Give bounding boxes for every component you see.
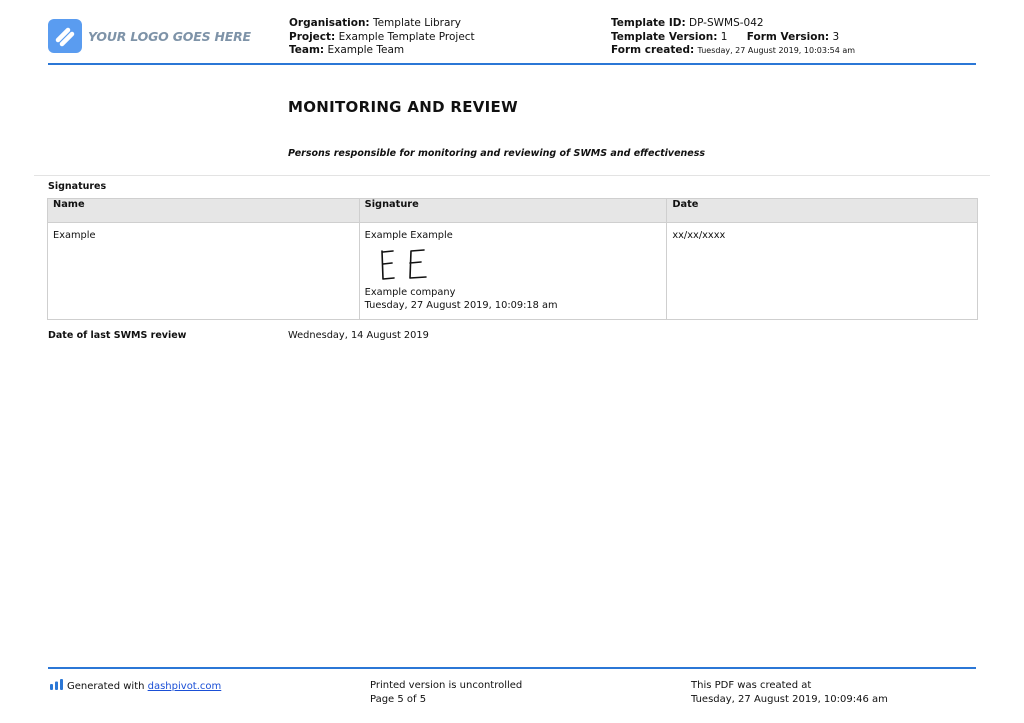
logo-text: YOUR LOGO GOES HERE [88, 29, 251, 44]
template-version-value: 1 [720, 31, 728, 43]
project-line [289, 31, 475, 45]
bar-chart-icon [50, 679, 64, 690]
signer-name: Example Example [364, 230, 453, 241]
template-id-label: Template ID: [611, 17, 686, 29]
form-version-label: Form Version: [746, 31, 830, 43]
project-label: Project: [289, 31, 336, 43]
review-label: Date of last SWMS review [48, 330, 187, 341]
page-number: Page 5 of 5 [370, 693, 427, 705]
pdf-created-value: Tuesday, 27 August 2019, 10:09:46 am [691, 693, 888, 705]
section-subtitle: Persons responsible for monitoring and reviewing of SWMS and effectiveness [288, 148, 706, 159]
dashpivot-link[interactable]: dashpivot.com [147, 681, 222, 692]
team-label: Team: [289, 44, 325, 56]
logo-icon [48, 19, 82, 53]
template-id-line [611, 17, 764, 31]
signer-company: Example company [364, 287, 456, 298]
pdf-created-block [691, 679, 888, 706]
signed-at: Tuesday, 27 August 2019, 10:09:18 am [364, 300, 558, 311]
pdf-created-label: This PDF was created at [691, 680, 812, 691]
review-value: Wednesday, 14 August 2019 [288, 330, 429, 341]
template-version-label: Template Version: [611, 31, 718, 43]
column-header-name: Name [48, 199, 360, 223]
signatures-table [47, 198, 978, 320]
signatures-label: Signatures [48, 181, 107, 192]
version-line [611, 31, 839, 45]
cell-date: xx/xx/xxxx [667, 223, 978, 320]
template-id-value: DP-SWMS-042 [689, 17, 764, 29]
cell-name: Example [48, 223, 360, 320]
column-header-date: Date [667, 199, 978, 223]
handwritten-signature [379, 248, 439, 282]
team-value: Example Team [327, 44, 405, 56]
table-row [48, 223, 978, 320]
organisation-line [289, 17, 461, 31]
project-value: Example Template Project [338, 31, 475, 43]
form-created-label: Form created: [611, 44, 695, 56]
column-header-signature: Signature [359, 199, 667, 223]
table-header-row [48, 199, 978, 223]
cell-signature [359, 223, 667, 320]
footer-divider [48, 667, 976, 669]
generated-with [50, 679, 221, 694]
form-created-value: Tuesday, 27 August 2019, 10:03:54 am [697, 46, 856, 55]
team-line [289, 44, 404, 58]
header-divider [48, 63, 976, 65]
generated-prefix: Generated with [67, 681, 148, 692]
section-title: MONITORING AND REVIEW [288, 98, 518, 116]
printed-note-block [370, 679, 522, 706]
form-version-value: 3 [832, 31, 840, 43]
printed-note: Printed version is uncontrolled [370, 680, 523, 691]
form-created-line [611, 44, 855, 58]
organisation-value: Template Library [372, 17, 461, 29]
organisation-label: Organisation: [289, 17, 370, 29]
section-divider [34, 175, 990, 176]
